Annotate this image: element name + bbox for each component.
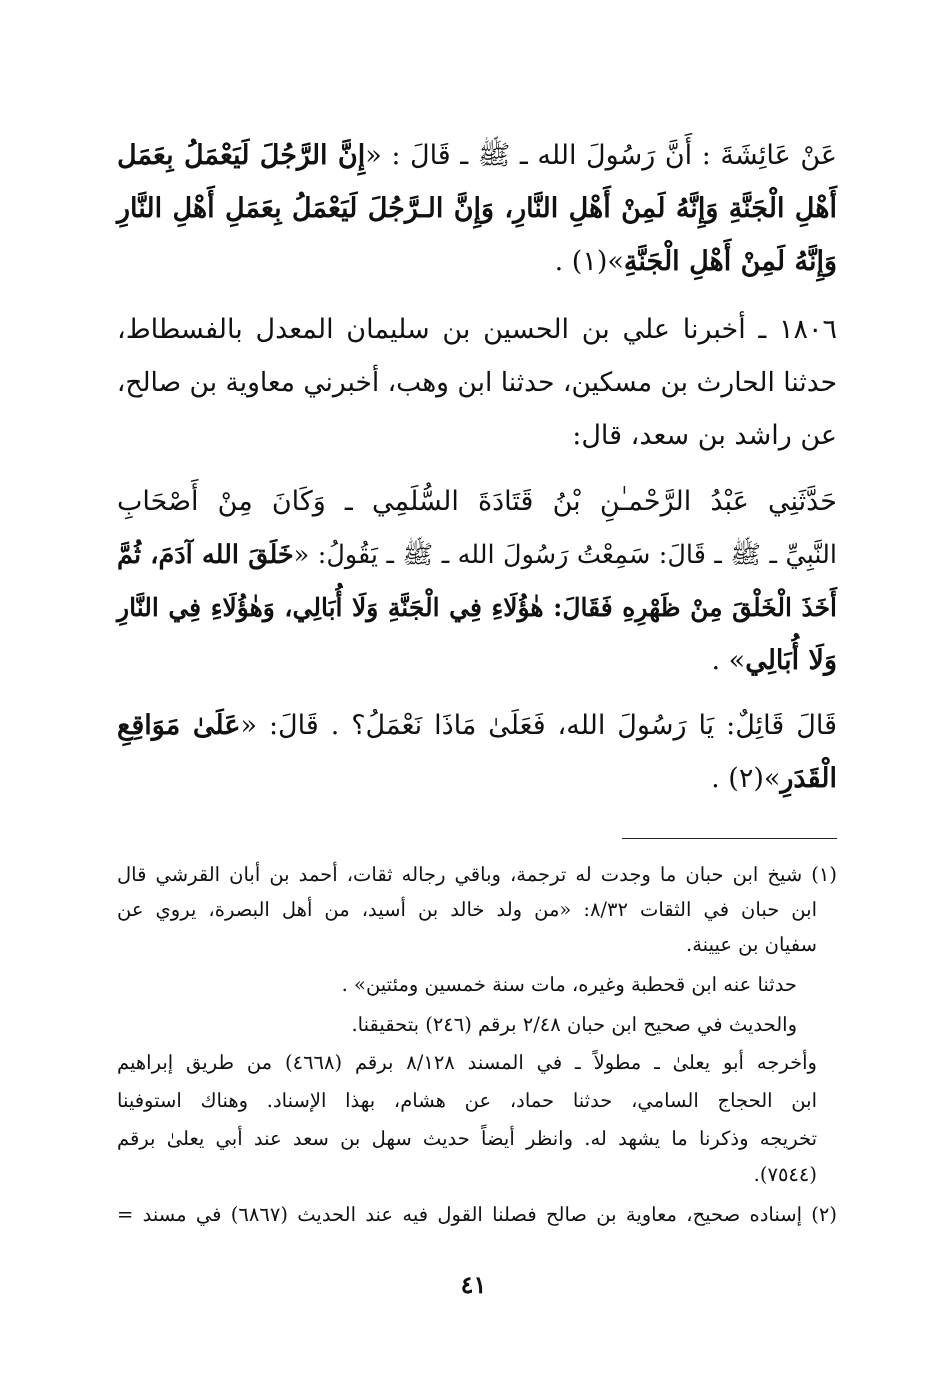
prophetic-saying: وَإِنَّهُ لَمِنْ أَهْلِ الْجَنَّةِ xyxy=(623,246,837,277)
footnote-line: سفيان بن عيينة. xyxy=(686,933,817,956)
footnote-divider xyxy=(622,838,837,839)
footnote-line: وأخرجه أبو يعلىٰ ـ مطولاً ـ في المسند ٨/١٢٨ برقم (٤٦٦٨) من طريق إبراهيم xyxy=(117,1051,817,1074)
isnad-line: ١٨٠٦ ـ أخبرنا علي بن الحسين بن سليمان المعدل بالفسطاط، xyxy=(117,314,837,345)
isnad-line: عن راشد بن سعد، قال: xyxy=(572,420,837,451)
closing-mark: » . xyxy=(711,645,746,676)
prophetic-saying: إِنَّ الرَّجُلَ لَيَعْمَلُ بِعَمَل xyxy=(117,140,366,171)
page-number: ٤١ xyxy=(460,1270,487,1299)
hadith-line xyxy=(711,759,837,799)
footnote-line: حدثنا عنه ابن قحطبة وغيره، مات سنة خمسين ومئتين» . xyxy=(341,973,797,996)
hadith-line: أَخَذَ الْخَلْقَ مِنْ ظَهْرِهِ فَقَالَ: هٰؤُلَاءِ فِي الْجَنَّةِ وَلَا أُبَالِي، وَهٰؤُلَاءِ فِي النَّارِ xyxy=(117,593,837,622)
footnote-ref: »(١) . xyxy=(554,246,624,277)
prophetic-saying: خَلَقَ الله آدَمَ، ثُمَّ xyxy=(117,540,294,570)
hadith-line xyxy=(117,706,837,746)
narration-text: النَّبِيِّ ـ ﷺ ـ قَالَ: سَمِعْتُ رَسُولَ الله ـ ﷺ ـ يَقُولُ: « xyxy=(293,540,837,570)
hadith-line xyxy=(117,136,837,176)
hadith-line xyxy=(555,242,837,282)
isnad-line: حدثنا الحارث بن مسكين، حدثنا ابن وهب، أخبرني معاوية بن صالح، xyxy=(116,367,837,398)
footnote-line: والحديث في صحيح ابن حبان ٢/٤٨ برقم (٢٤٦) بتحقيقنا. xyxy=(351,1013,797,1036)
prophetic-saying: وَلَا أُبَالِي xyxy=(745,645,837,676)
hadith-line xyxy=(117,535,837,575)
footnote-line: تخريجه وذكرنا ما يشهد له. وانظر أيضاً حديث سهل بن سعد عند أبي يعلىٰ برقم xyxy=(117,1127,817,1150)
prophetic-saying: الْقَدَرِ xyxy=(780,763,837,794)
footnote-ref: »(٢) . xyxy=(711,763,781,794)
footnote-line: ابن الحجاج السامي، حدثنا حماد، عن هشام، بهذا الإسناد. وهناك استوفينا xyxy=(117,1089,817,1112)
footnote-line: ابن حبان في الثقات ٨/٣٢: «من ولد خالد بن أسيد، من أهل البصرة، يروي عن xyxy=(117,898,817,921)
hadith-line: حَدَّثَنِي عَبْدُ الرَّحْمـٰنِ بْنُ قَتَادَةَ السُّلَمِي ـ وَكَانَ مِنْ أَصْحَابِ xyxy=(117,486,837,517)
footnote-line: (٧٥٤٤). xyxy=(753,1163,817,1186)
narration-text: قَالَ قَائِلٌ: يَا رَسُولَ الله، فَعَلَىٰ مَاذَا نَعْمَلُ؟ . قَالَ: « xyxy=(240,710,837,741)
prophetic-saying: عَلَىٰ مَوَاقِعِ xyxy=(117,710,241,741)
footnote-line: (١) شيخ ابن حبان ما وجدت له ترجمة، وباقي رجاله ثقات، أحمد بن أبان القرشي قال xyxy=(117,863,837,886)
hadith-line xyxy=(712,641,838,681)
narration-text: عَنْ عَائِشَةَ : أَنَّ رَسُولَ الله ـ ﷺ ـ قَالَ : « xyxy=(365,140,837,171)
footnote-line: (٢) إسناده صحيح، معاوية بن صالح فصلنا القول فيه عند الحديث (٦٨٦٧) في مسند = xyxy=(117,1203,837,1226)
hadith-line: أَهْلِ الْجَنَّةِ وَإِنَّهُ لَمِنْ أَهْلِ النَّارِ، وَإِنَّ الـرَّجُلَ لَيَعْمَلُ بِعَمَلِ أَهْلِ النَّارِ xyxy=(117,193,837,224)
